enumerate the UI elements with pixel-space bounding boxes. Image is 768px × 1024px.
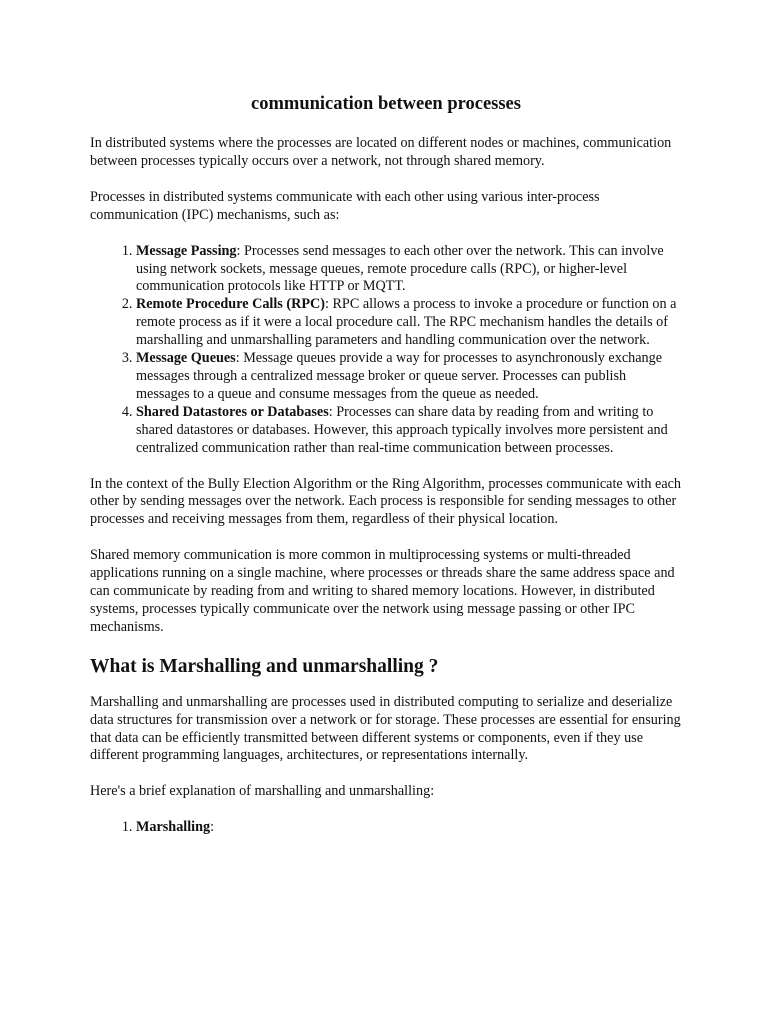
- list-item: [136, 350, 682, 404]
- ipc-mechanisms-list: [90, 243, 682, 458]
- list-item-term: Shared Datastores or Databases: [136, 403, 329, 420]
- marshalling-paragraph-1: Marshalling and unmarshalling are processes used in distributed computing to serialize and deserialize data structures for transmission over a network or for storage. These processes are essential for ensuring that data can be efficiently transmitted between different systems or components, even if they use different programming languages, architectures, or representations internally.: [90, 693, 681, 764]
- list-item-term: Message Queues: [136, 350, 236, 367]
- list-item-text: : Message queues provide a way for processes to asynchronously exchange messages through a centralized message broker or queue server. Processes can publish messages to a queue and consume messages from the queue as needed.: [136, 350, 662, 402]
- intro-paragraph-2: Processes in distributed systems communicate with each other using various inter-process communication (IPC) mechanisms, such as:: [90, 188, 600, 223]
- list-item-text: : RPC allows a process to invoke a procedure or function on a remote process as if it were a local procedure call. The RPC mechanism handles the details of marshalling and unmarshalling parameters and handling communication over the network.: [136, 296, 677, 349]
- section-heading: What is Marshalling and unmarshalling ?: [90, 655, 439, 677]
- list-item-text: :: [210, 819, 215, 836]
- list-item: [136, 404, 682, 458]
- list-item-text: : Processes can share data by reading from and writing to shared datastores or databases. However, this approach typically involves more persistent and centralized communication rather than real-time communication between processes.: [136, 403, 668, 456]
- marshalling-list: [90, 819, 682, 837]
- list-item: [136, 243, 682, 297]
- list-item-term: Marshalling: [136, 819, 211, 836]
- list-item-term: Remote Procedure Calls (RPC): [136, 296, 325, 313]
- document-page: [90, 92, 682, 855]
- list-item-term: Message Passing: [136, 242, 237, 259]
- intro-paragraph-1: In distributed systems where the processes are located on different nodes or machines, communication between processes typically occurs over a network, not through shared memory.: [90, 135, 672, 169]
- list-item: [136, 296, 682, 350]
- list-item: [136, 819, 682, 837]
- page-title: communication between processes: [251, 94, 521, 114]
- marshalling-paragraph-2: Here's a brief explanation of marshalling and unmarshalling:: [90, 783, 435, 800]
- list-item-text: : Processes send messages to each other over the network. This can involve using network sockets, message queues, remote procedure calls (RPC), or higher-level communication protocols like HTTP or MQTT.: [136, 242, 664, 295]
- body-paragraph-election: In the context of the Bully Election Algorithm or the Ring Algorithm, processes communicate with each other by sending messages over the network. Each process is responsible for sending messages to other processes and receiving messages from them, regardless of their physical location.: [90, 475, 682, 528]
- body-paragraph-shared-memory: Shared memory communication is more common in multiprocessing systems or multi-threaded applications running on a single machine, where processes or threads share the same address space and can communicate by reading from and writing to shared memory locations. However, in distributed systems, processes typically communicate over the network using message passing or other IPC mechanisms.: [90, 547, 675, 635]
